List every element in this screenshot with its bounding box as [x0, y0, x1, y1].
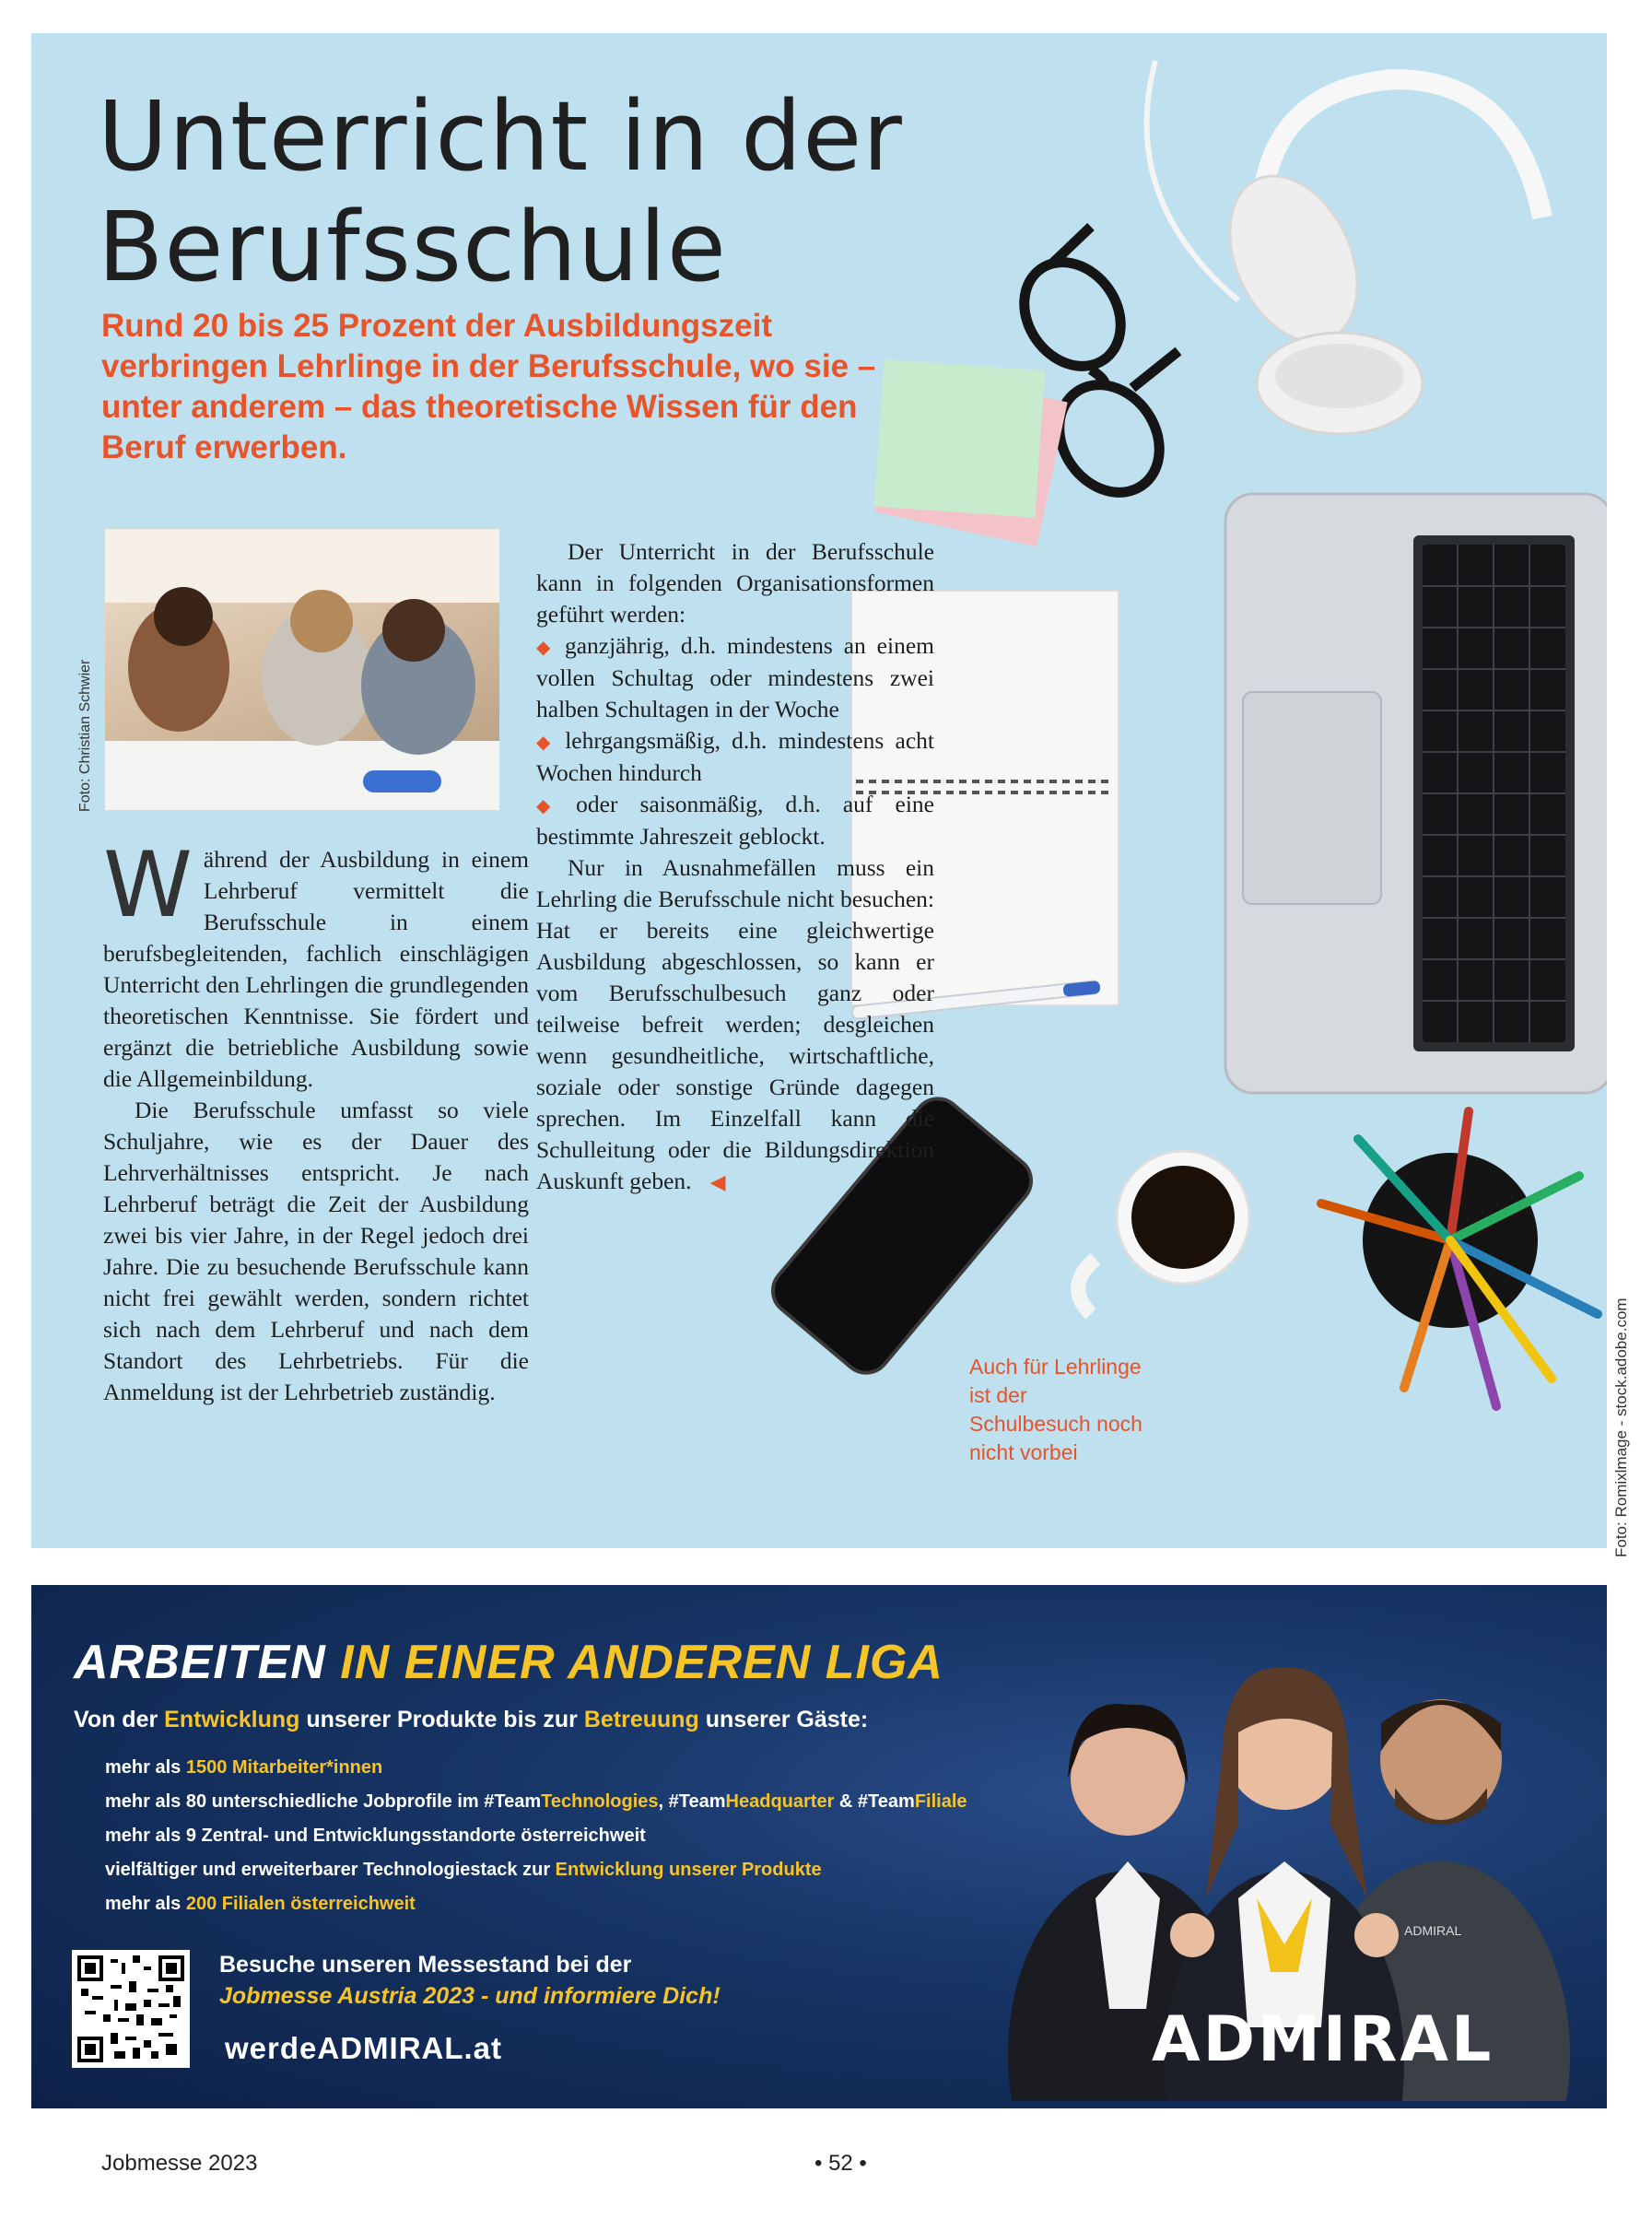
pencil-cup-image [1321, 1111, 1598, 1406]
column-2-intro: Der Unterricht in der Berufsschule kann in folgenden Organisationsformen geführt werden: [536, 538, 934, 628]
diamond-bullet-icon: ◆ [536, 731, 557, 753]
column-1-paragraph-2: Die Berufsschule umfasst so viele Schuljahre, wie es der Dauer des Lehrverhältnisses entspricht. Je nach Lehrberuf beträgt die Zeit der Ausbildung zwei bis vier Jahre, in der Regel jedoch drei Jahre. Die zu besuchende Berufsschule kann nicht frei gewählt werden, sondern richtet sich nach dem Lehrberuf und nach dem Standort des Lehrbetriebs. Für die Anmeldung ist der Lehrbetrieb zuständig. [103, 1097, 529, 1405]
ad-list-text: mehr als [105, 1894, 186, 1914]
article-column-1 [103, 833, 529, 1408]
lead-paragraph: Rund 20 bis 25 Prozent der Ausbildungszeit verbringen Lehrlinge in der Berufsschule, wo sie – unter anderem – das theoretische Wissen für den Beruf erwerben. [101, 308, 876, 465]
ad-list-text: mehr als 9 Zentral- und Entwicklungsstandorte österreichweit [105, 1826, 646, 1846]
column-2-paragraph-2 [536, 852, 934, 1199]
shirt-logo-text: ADMIRAL [1404, 1923, 1462, 1938]
ad-list-item [105, 1785, 967, 1819]
ad-list-item [105, 1819, 967, 1853]
column-1-paragraph-1 [103, 833, 529, 1095]
ad-list-highlight: 200 Filialen österreichweit [185, 1894, 416, 1914]
ad-list-highlight: Headquarter [725, 1791, 835, 1812]
coffee-cup-image [1078, 1151, 1249, 1314]
diamond-bullet-icon: ◆ [536, 794, 568, 816]
bullet-item-3 [536, 789, 934, 852]
admiral-advertisement [31, 1585, 1607, 2108]
ad-list-highlight: 1500 Mitarbeiter*innen [185, 1757, 383, 1778]
bullet-item-2 [536, 725, 934, 789]
ad-headline-yellow: IN EINER ANDEREN LIGA [340, 1636, 943, 1689]
bullet-item-2-text: lehrgangsmäßig, d.h. mindestens acht Wochen hindurch [536, 727, 935, 786]
article-panel [31, 33, 1607, 1548]
ad-headline-white: ARBEITEN [74, 1636, 326, 1689]
ad-list-highlight: Filiale [914, 1791, 967, 1812]
headline-line-1: Unterricht in der [98, 80, 903, 193]
page-number: • 52 • [814, 2151, 867, 2176]
ad-subtitle-part: unserer Gäste: [698, 1707, 869, 1732]
photo-credit-left: Foto: Christian Schwier [77, 659, 93, 812]
ad-subtitle-part: Von der [74, 1707, 165, 1732]
headline-line-2: Berufsschule [98, 191, 727, 303]
ad-subtitle [74, 1707, 868, 1733]
ad-list-text: mehr als [105, 1757, 186, 1778]
bullet-item-3-text: oder saisonmäßig, d.h. auf eine bestimmte Jahreszeit geblockt. [536, 791, 935, 850]
admiral-logo: ADMIRAL [1152, 2003, 1494, 2076]
ad-list-highlight: Technologies [541, 1791, 659, 1812]
column-2-paragraph-2-text: Nur in Ausnahmefällen muss ein Lehrling die Berufsschule nicht besuchen: Hat er bereits eine gleichwertige Ausbildung abgeschlossen, so kann er vom Berufsschulbesuch ganz oder teilweise befreit werden; desgleichen wenn gesundheitliche, wirtschaftliche, soziale oder sonstige Gründe dagegen sprechen. Im Einzelfall kann die Schulleitung oder die Bildungsdirektion Auskunft geben. [536, 854, 934, 1194]
column-1-paragraph-1-text: ährend der Ausbildung in einem Lehrberuf vermittelt die Berufsschule in einem berufsbegleitenden, fachlich einschlägigen Unterricht den Lehrlingen die grundlegenden theoretischen Kenntnisse. Sie fördert und ergänzt die betriebliche Ausbildung sowie die Allgemeinbildung. [103, 846, 529, 1092]
footer-publication: Jobmesse 2023 [101, 2151, 258, 2176]
ad-list-item [105, 1751, 967, 1785]
image-caption: Auch für Lehrlinge ist der Schulbesuch noch nicht vorbei [969, 1355, 1142, 1464]
ad-list-text: mehr als 80 unterschiedliche Jobprofile im #Team [105, 1791, 542, 1812]
ad-website-link[interactable]: werdeADMIRAL.at [225, 2031, 503, 2065]
ad-headline [74, 1635, 943, 1690]
end-mark-icon: ◀ [709, 1171, 726, 1194]
laptop-image [1225, 494, 1607, 1093]
article-column-2 [536, 536, 934, 1199]
sticky-notes-image [874, 359, 1068, 546]
ad-cta-line-1: Besuche unseren Messestand bei der [219, 1952, 632, 1978]
ad-cta-line-2: Jobmesse Austria 2023 - und informiere Dich! [219, 1983, 721, 2009]
photo-credit-right: Foto: Romixlmage - stock.adobe.com [1612, 1297, 1630, 1557]
ad-list-item [105, 1853, 967, 1887]
bullet-item-1-text: ganzjährig, d.h. mindestens an einem vollen Schultag oder mindestens zwei halben Schultagen in der Woche [536, 632, 934, 722]
bullet-item-1 [536, 630, 934, 725]
students-photo [105, 529, 499, 810]
ad-subtitle-highlight: Entwicklung [164, 1707, 300, 1732]
drop-cap: W [103, 833, 193, 938]
students-photo-illustration [105, 529, 499, 810]
ad-subtitle-part: unserer Produkte bis zur [299, 1707, 584, 1732]
ad-subtitle-highlight: Betreuung [583, 1707, 699, 1732]
ad-list-item [105, 1887, 967, 1921]
ad-list-highlight: Entwicklung unserer Produkte [555, 1860, 822, 1880]
diamond-bullet-icon: ◆ [536, 636, 556, 658]
ad-list-text: vielfältiger und erweiterbarer Technologiestack zur [105, 1860, 556, 1880]
qr-code-icon[interactable] [72, 1950, 190, 2068]
ad-list-text: & #Team [834, 1791, 915, 1812]
ad-list-text: , #Team [658, 1791, 726, 1812]
ad-benefits-list [105, 1751, 967, 1921]
headphones-image [1147, 61, 1542, 434]
